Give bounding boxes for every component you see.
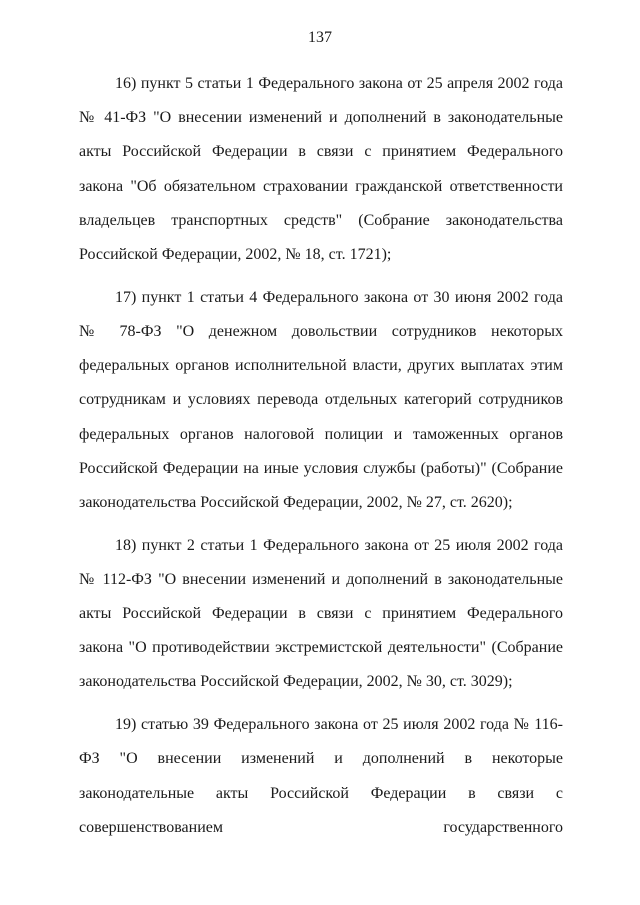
page-number: 137 — [308, 29, 332, 46]
list-item-16: 16) пункт 5 статьи 1 Федерального закона от 25 апреля 2002 года № 41-ФЗ "О внесении изменений и дополнений в законодательные акты Российской Федерации в связи с принятием Федерального закона "Об обязательном страховании гражданской ответственности владельцев транспортных средств" (Собрание законодательства Российской Федерации, 2002, № 18, ст. 1721); — [79, 75, 563, 264]
list-item-19: 19) статью 39 Федерального закона от 25 июля 2002 года № 116-ФЗ "О внесении изменений и дополнений в некоторые законодательные акты Российской Федерации в связи с совершенствованием государственного — [79, 716, 563, 836]
list-item-18: 18) пункт 2 статьи 1 Федерального закона от 25 июля 2002 года № 112-ФЗ "О внесении изменений и дополнений в законодательные акты Российской Федерации в связи с принятием Федерального закона "О противодействии экстремистской деятельности" (Собрание законодательства Российской Федерации, 2002, № 30, ст. 3029); — [79, 536, 563, 691]
list-item-17: 17) пункт 1 статьи 4 Федерального закона от 30 июня 2002 года № 78-ФЗ "О денежном довольствии сотрудников некоторых федеральных органов исполнительной власти, других выплатах этим сотрудникам и условиях перевода отдельных категорий сотрудников федеральных органов налоговой полиции и таможенных органов Российской Федерации на иные условия службы (работы)" (Собрание законодательства Российской Федерации, 2002, № 27, ст. 2620); — [79, 288, 563, 511]
document-body — [79, 67, 563, 853]
